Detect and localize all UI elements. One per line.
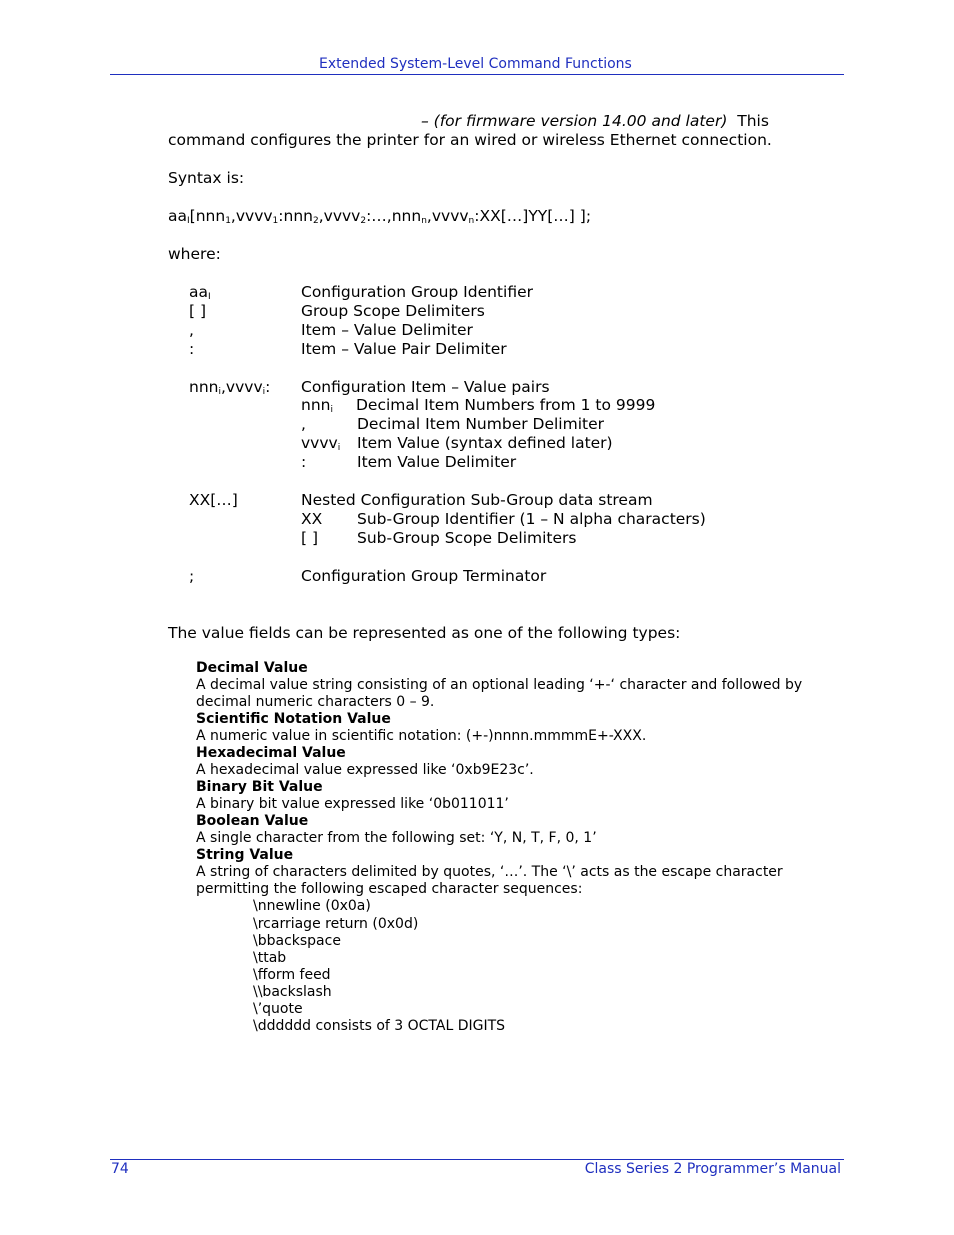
- type-desc: A numeric value in scientific notation: (+-)nnnn.mmmmE+-XXX.: [196, 728, 647, 744]
- syntax-line: $aa_I[nnn_1,vvvv_1:nnn_2,vvvv_2:\dots,nnn_n,vvvv_n:XX[\dots]YY[\dots]$ ];: [168, 207, 592, 226]
- type-desc: A hexadecimal value expressed like ‘0xb9E23c’.: [196, 762, 534, 778]
- nested-sub-term: [ ]: [301, 529, 319, 547]
- type-name: Decimal Value: [196, 660, 308, 676]
- def-colon-desc: Item – Value Pair Delimiter: [301, 340, 507, 358]
- pair-sub-desc: Decimal Item Number Delimiter: [357, 415, 605, 433]
- type-desc: A string of characters delimited by quotes, ‘…’. The ‘\’ acts as the escape character: [196, 864, 783, 880]
- nested-sub-term: XX: [301, 510, 323, 528]
- def-nested-desc: Nested Configuration Sub-Group data stream: [301, 491, 653, 509]
- pair-sub-desc: Item Value Delimiter: [357, 453, 517, 471]
- def-aa-term: $aa_I$: [189, 283, 211, 302]
- firmware-note: – (for firmware version 14.00 and later): [421, 112, 728, 130]
- escape-item: \ttab: [253, 950, 287, 966]
- type-desc: decimal numeric characters 0 – 9.: [196, 694, 435, 710]
- type-name: Boolean Value: [196, 813, 309, 829]
- type-desc: A binary bit value expressed like ‘0b011011’: [196, 796, 509, 812]
- nested-sub-desc: Sub-Group Scope Delimiters: [357, 529, 577, 547]
- def-comma-desc: Item – Value Delimiter: [301, 321, 473, 339]
- escape-item: \nnewline (0x0a): [253, 898, 371, 914]
- nested-sub-desc: Sub-Group Identifier (1 – N alpha characters): [357, 510, 706, 528]
- escape-item: \’quote: [253, 1001, 303, 1017]
- def-pair-term: nnn$_i$,vvvv$_i$:: [189, 378, 271, 397]
- type-name: String Value: [196, 847, 294, 863]
- escape-item: \bbackspace: [253, 933, 341, 949]
- def-bracket-term: [ ]: [189, 302, 207, 320]
- pair-sub-desc: Item Value (syntax defined later): [357, 434, 613, 452]
- def-aa-desc: Configuration Group Identifier: [301, 283, 533, 301]
- def-terminator-term: ;: [189, 567, 195, 585]
- def-terminator-desc: Configuration Group Terminator: [301, 567, 547, 585]
- pair-sub-term: nnn$_i$: [301, 396, 333, 415]
- header-title: Extended System-Level Command Functions: [319, 56, 632, 72]
- pair-sub-term: vvvv$_i$: [301, 434, 341, 453]
- def-comma-term: ,: [189, 321, 194, 339]
- page-number: 74: [111, 1161, 129, 1177]
- pair-sub-term: ,: [301, 415, 306, 433]
- def-nested-term: XX[…]: [189, 491, 238, 509]
- intro-line-1: [421, 112, 769, 130]
- pair-sub-desc: Decimal Item Numbers from 1 to 9999: [356, 396, 656, 414]
- this-word: This: [737, 112, 769, 130]
- pair-sub-term: :: [301, 453, 307, 471]
- header-rule: [110, 74, 844, 75]
- def-pair-desc: Configuration Item – Value pairs: [301, 378, 550, 396]
- def-bracket-desc: Group Scope Delimiters: [301, 302, 485, 320]
- intro-line-2: command configures the printer for an wired or wireless Ethernet connection.: [168, 131, 772, 149]
- where-label: where:: [168, 245, 221, 263]
- manual-title: Class Series 2 Programmer’s Manual: [584, 1161, 841, 1177]
- type-desc: permitting the following escaped character sequences:: [196, 881, 583, 897]
- syntax-label: Syntax is:: [168, 169, 245, 187]
- def-colon-term: :: [189, 340, 195, 358]
- type-name: Binary Bit Value: [196, 779, 323, 795]
- escape-item: \fform feed: [253, 967, 331, 983]
- footer-rule: [110, 1159, 844, 1160]
- type-desc: A decimal value string consisting of an optional leading ‘+-‘ character and followed by: [196, 677, 803, 693]
- escape-item: \dddddd consists of 3 OCTAL DIGITS: [253, 1018, 506, 1034]
- type-desc: A single character from the following set: ‘Y, N, T, F, 0, 1’: [196, 830, 597, 846]
- escape-item: \rcarriage return (0x0d): [253, 916, 419, 932]
- escape-item: \\backslash: [253, 984, 332, 1000]
- types-intro: The value fields can be represented as one of the following types:: [168, 624, 681, 642]
- type-name: Hexadecimal Value: [196, 745, 346, 761]
- type-name: Scientific Notation Value: [196, 711, 391, 727]
